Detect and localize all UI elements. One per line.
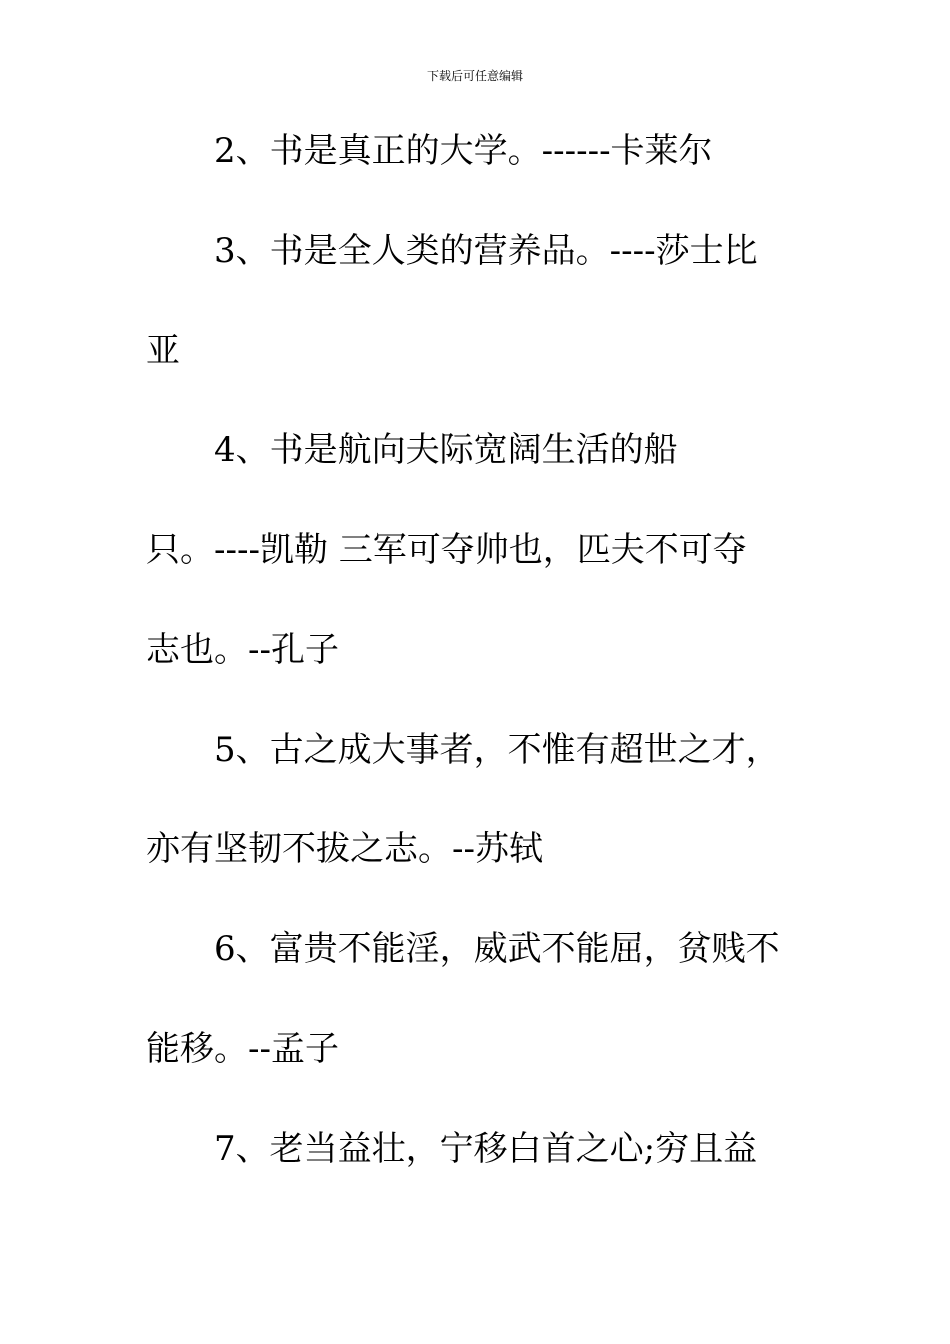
quote-line-7: 5、古之成大事者，不惟有超世之才， bbox=[214, 730, 780, 770]
quote-line-3: 亚 bbox=[146, 331, 180, 371]
quote-line-2: 3、书是全人类的营养品。----莎士比 bbox=[214, 231, 758, 271]
quote-line-9: 6、富贵不能淫，威武不能屈，贫贱不 bbox=[214, 929, 780, 969]
page-header: 下载后可任意编辑 bbox=[426, 69, 523, 83]
quote-line-5: 只。----凯勒 三军可夺帅也，匹夫不可夺 bbox=[146, 530, 747, 570]
quote-line-4: 4、书是航向夫际宽阔生活的船 bbox=[214, 430, 678, 470]
quote-line-1: 2、书是真正的大学。------卡莱尔 bbox=[214, 131, 713, 171]
quote-line-10: 能移。--孟子 bbox=[146, 1029, 339, 1069]
quote-line-8: 亦有坚韧不拔之志。--苏轼 bbox=[146, 829, 543, 869]
quote-line-6: 志也。--孔子 bbox=[146, 630, 339, 670]
quote-line-11: 7、老当益壮，宁移白首之心;穷且益 bbox=[214, 1129, 758, 1169]
